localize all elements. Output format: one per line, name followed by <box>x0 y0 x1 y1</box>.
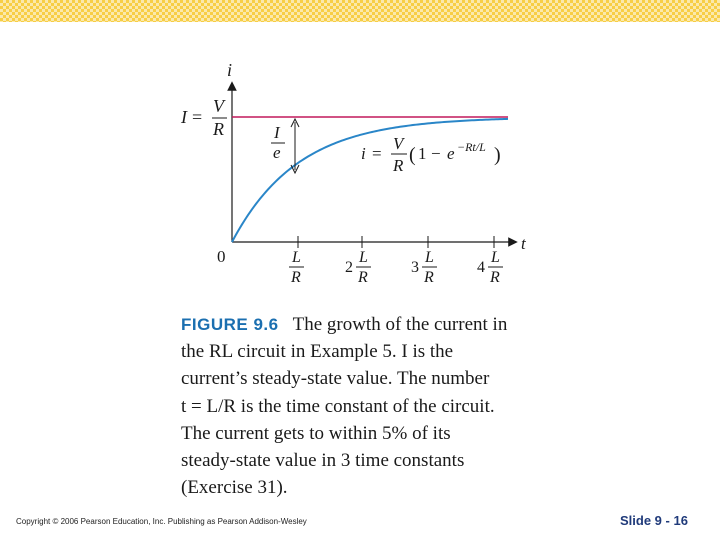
svg-text:4: 4 <box>477 259 485 276</box>
svg-text:I: I <box>274 123 280 142</box>
tick-label-2 <box>345 249 371 286</box>
caption-line-1: The growth of the current in <box>292 314 508 335</box>
svg-text:1: 1 <box>418 144 427 163</box>
svg-text:L: L <box>359 249 368 266</box>
svg-text:e: e <box>447 144 455 163</box>
svg-text:V: V <box>393 134 404 153</box>
svg-text:R: R <box>358 269 368 286</box>
svg-text:V: V <box>213 96 224 116</box>
svg-text:R: R <box>291 269 301 286</box>
caption-line-5: The current gets to within 5% of its <box>181 422 451 444</box>
svg-text:−: − <box>431 144 441 163</box>
svg-text:R: R <box>213 119 224 139</box>
svg-text:I: I <box>181 107 187 127</box>
caption-line-3: current’s steady-state value. The number <box>181 368 490 390</box>
svg-text:L: L <box>491 249 500 266</box>
slide-number: Slide 9 - 16 <box>620 513 688 528</box>
caption-line-7: (Exercise 31). <box>181 477 288 499</box>
svg-text:R: R <box>393 156 404 175</box>
svg-text:L: L <box>425 249 434 266</box>
svg-text:L: L <box>292 249 301 266</box>
drop-label <box>271 123 285 162</box>
caption-line-2: the RL circuit in Example 5. I is the <box>181 341 454 363</box>
x-axis-label: t <box>521 234 526 253</box>
curve-equation-label <box>361 134 501 175</box>
caption-line-6: steady-state value in 3 time constants <box>181 450 465 472</box>
svg-text:=: = <box>192 107 203 127</box>
svg-text:2: 2 <box>345 259 353 276</box>
tick-label-4 <box>477 249 503 286</box>
caption-line-4: t = L/R is the time constant of the circuit. <box>181 395 495 417</box>
figure-label: FIGURE 9.6 <box>181 315 279 334</box>
y-axis-label: i <box>227 60 233 80</box>
origin-label: 0 <box>217 247 226 266</box>
svg-text:i: i <box>361 144 366 163</box>
svg-text:): ) <box>494 144 501 166</box>
tick-label-1 <box>289 249 304 286</box>
svg-text:=: = <box>372 144 382 163</box>
copyright-notice: Copyright © 2006 Pearson Education, Inc. Publishing as Pearson Addison-Wesley <box>16 517 307 526</box>
figure-caption <box>181 311 551 501</box>
svg-text:R: R <box>424 269 434 286</box>
svg-text:3: 3 <box>411 259 419 276</box>
svg-text:(: ( <box>409 144 416 166</box>
svg-text:−Rt/L: −Rt/L <box>457 140 486 154</box>
svg-text:e: e <box>273 143 281 162</box>
tick-label-3 <box>411 249 437 286</box>
svg-text:R: R <box>490 269 500 286</box>
asymptote-label <box>180 96 227 139</box>
